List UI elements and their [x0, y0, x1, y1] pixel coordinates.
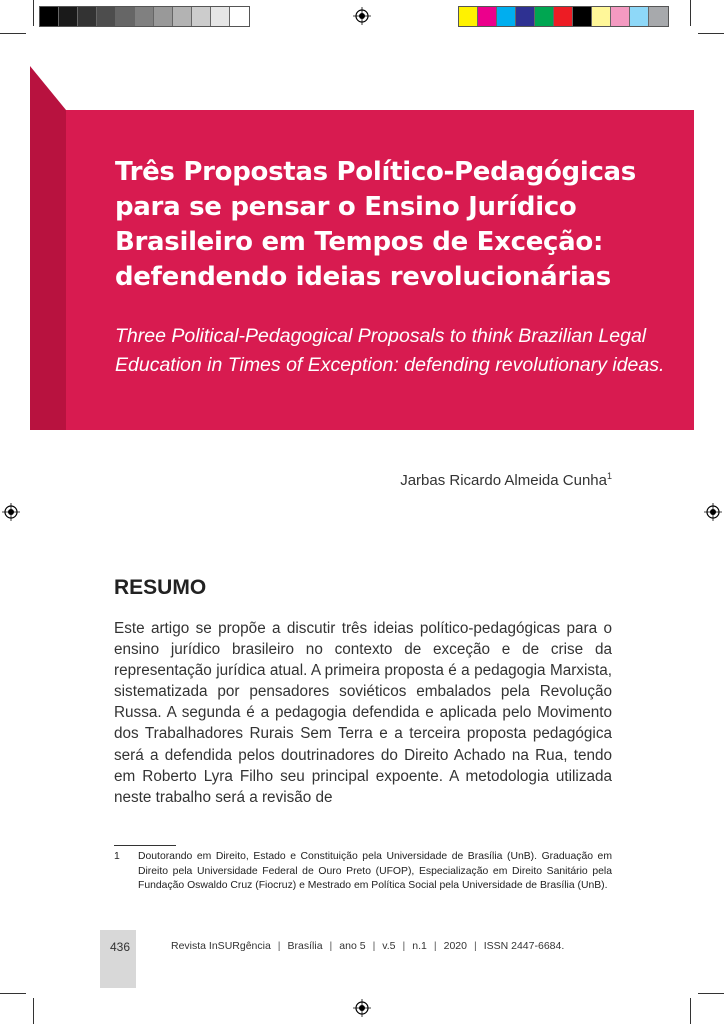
- registration-mark-icon: [2, 503, 20, 521]
- color-swatch: [192, 7, 211, 26]
- color-swatch: [116, 7, 135, 26]
- article-title: Três Propostas Político-Pedagógicas para se pensar o Ensino Jurídico Brasileiro em Tempos de Exceção: defendendo ideias revolucionárias: [115, 157, 636, 292]
- crop-mark: [690, 998, 691, 1024]
- journal-issn: ISSN 2447-6684.: [483, 940, 565, 952]
- color-swatch: [173, 7, 192, 26]
- crop-mark: [33, 0, 34, 26]
- crop-mark: [0, 33, 26, 34]
- journal-year: 2020: [443, 940, 467, 952]
- resumo-heading: RESUMO: [114, 576, 207, 599]
- color-swatch: [630, 7, 649, 26]
- journal-volume: v.5: [382, 940, 396, 952]
- color-swatch: [592, 7, 611, 26]
- footnote-divider: [114, 845, 176, 846]
- journal-year-label: ano 5: [339, 940, 366, 952]
- color-swatch: [516, 7, 535, 26]
- color-swatch: [497, 7, 516, 26]
- footnote: [114, 850, 612, 894]
- color-swatch: [40, 7, 59, 26]
- crop-mark: [0, 993, 26, 994]
- journal-citation-line: Revista InSURgência | Brasília | ano 5 | v.5 | n.1 | 2020 | ISSN 2447-6684.: [171, 940, 565, 952]
- color-swatch: [135, 7, 154, 26]
- grayscale-calibration-bar: [39, 6, 250, 27]
- crop-mark: [33, 998, 34, 1024]
- color-swatch: [78, 7, 97, 26]
- color-swatch: [230, 7, 249, 26]
- author-footnote-ref: 1: [606, 471, 612, 481]
- journal-city: Brasília: [287, 940, 323, 952]
- footnote-text: Doutorando em Direito, Estado e Constituição pela Universidade de Brasília (UnB). Graduação em Direito pela Universidade Federal de Ouro Preto (UFOP), Especialização em Direito Sanitário pela Fundação Oswaldo Cruz (Fiocruz) e Mestrado em Política Social pela Universidade de Brasília (UnB).: [138, 851, 612, 891]
- color-swatch: [611, 7, 630, 26]
- color-swatch: [154, 7, 173, 26]
- article-subtitle-english: Three Political-Pedagogical Proposals to think Brazilian Legal Education in Times of Exception: defending revolutionary ideas.: [115, 325, 665, 376]
- page-number: 436: [110, 940, 131, 954]
- author-name: Jarbas Ricardo Almeida Cunha: [400, 472, 607, 489]
- color-swatch: [59, 7, 78, 26]
- crop-mark: [698, 993, 724, 994]
- color-calibration-bar: [458, 6, 669, 27]
- color-swatch: [478, 7, 497, 26]
- author-line: [400, 471, 612, 489]
- crop-mark: [698, 33, 724, 34]
- color-swatch: [649, 7, 668, 26]
- color-swatch: [211, 7, 230, 26]
- color-swatch: [554, 7, 573, 26]
- banner-fold: [30, 66, 66, 430]
- resumo-text: Este artigo se propõe a discutir três ideias político-pedagógicas para o ensino jurídico brasileiro no contexto de exceção e de crise da representação jurídica atual. A primeira proposta é a pedagogia Marxista, sistematizada por pensadores soviéticos embalados pela Revolução Russa. A segunda é a pedagogia defendida e aplicada pelo Movimento dos Trabalhadores Rurais Sem Terra e a terceira proposta pedagógica será a defendida pelos doutrinadores do Direito Achado na Rua, tendo em Roberto Lyra Filho seu principal expoente. A metodologia utilizada neste trabalho será a revisão de: [114, 620, 612, 806]
- color-swatch: [97, 7, 116, 26]
- color-swatch: [535, 7, 554, 26]
- journal-name: Revista InSURgência: [171, 940, 271, 952]
- color-swatch: [573, 7, 592, 26]
- registration-mark-icon: [353, 999, 371, 1017]
- page-number-box: [100, 930, 136, 988]
- footnote-number: 1: [114, 851, 120, 862]
- journal-issue: n.1: [412, 940, 427, 952]
- color-swatch: [459, 7, 478, 26]
- registration-mark-icon: [704, 503, 722, 521]
- registration-mark-icon: [353, 7, 371, 25]
- crop-mark: [690, 0, 691, 26]
